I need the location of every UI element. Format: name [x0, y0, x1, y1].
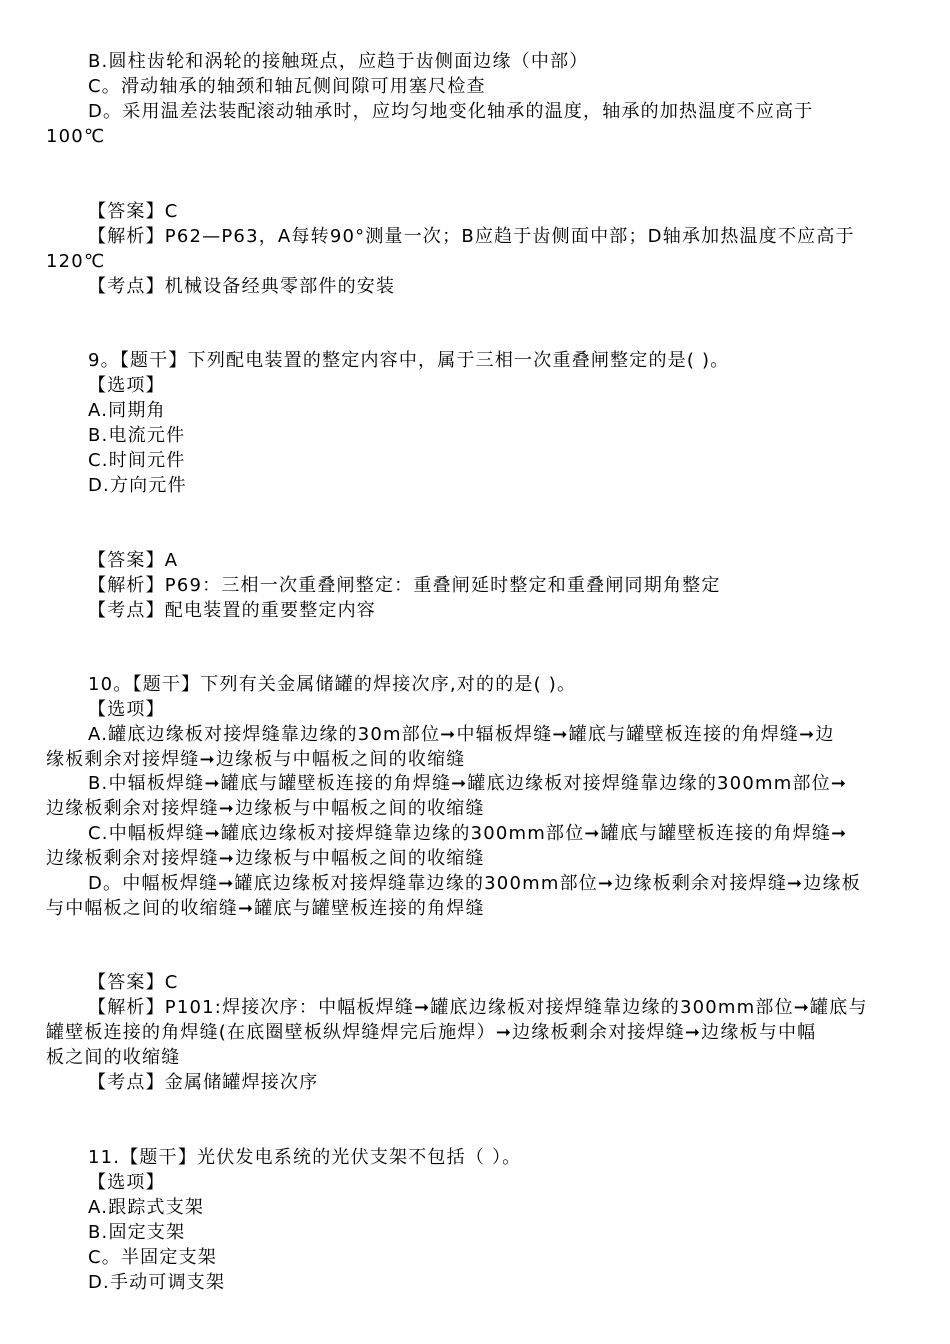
- q10-option-b-line1: B.中辐板焊缝➞罐底与罐壁板连接的角焊缝➞罐底边缘板对接焊缝靠边缘的300mm部位➞: [88, 773, 848, 794]
- q10-options-label: 【选项】: [88, 699, 165, 720]
- q10-analysis-line3: 板之间的收缩缝: [46, 1047, 181, 1068]
- q9-option-a: A.同期角: [88, 400, 166, 421]
- q9-option-b: B.电流元件: [88, 425, 186, 446]
- q11-option-a: A.跟踪式支架: [88, 1197, 205, 1218]
- prev-keypoint: 【考点】机械设备经典零部件的安装: [88, 276, 396, 297]
- q11-stem: 11.【题干】光伏发电系统的光伏支架不包括（ ）。: [88, 1147, 522, 1168]
- q10-option-b-line2: 边缘板剩余对接焊缝➞边缘板与中幅板之间的收缩缝: [46, 798, 485, 819]
- prev-option-d-line1: D。采用温差法装配滚动轴承时，应均匀地变化轴承的温度，轴承的加热温度不应高于: [88, 101, 814, 122]
- q11-option-b: B.固定支架: [88, 1222, 186, 1243]
- q10-option-a-line1: A.罐底边缘板对接焊缝靠边缘的30m部位➞中辐板焊缝➞罐底与罐壁板连接的角焊缝➞边: [88, 724, 835, 745]
- prev-analysis-line2: 120℃: [46, 251, 106, 272]
- q9-options-label: 【选项】: [88, 375, 165, 396]
- q10-option-c-line2: 边缘板剩余对接焊缝➞边缘板与中幅板之间的收缩缝: [46, 848, 485, 869]
- q11-option-d: D.手动可调支架: [88, 1272, 226, 1293]
- q11-options-label: 【选项】: [88, 1172, 165, 1193]
- prev-option-d-line2: 100℃: [46, 126, 106, 147]
- q10-option-d-line1: D。中幅板焊缝➞罐底边缘板对接焊缝靠边缘的300mm部位➞边缘板剩余对接焊缝➞边缘板: [88, 873, 861, 894]
- q9-option-d: D.方向元件: [88, 475, 187, 496]
- q9-option-c: C.时间元件: [88, 450, 186, 471]
- prev-answer: 【答案】C: [88, 201, 179, 222]
- q10-option-d-line2: 与中幅板之间的收缩缝➞罐底与罐壁板连接的角焊缝: [46, 898, 485, 919]
- q10-answer: 【答案】C: [88, 972, 179, 993]
- q9-keypoint: 【考点】配电装置的重要整定内容: [88, 600, 376, 621]
- prev-option-c: C。滑动轴承的轴颈和轴瓦侧间隙可用塞尺检查: [88, 76, 486, 97]
- prev-option-b: B.圆柱齿轮和涡轮的接触斑点，应趋于齿侧面边缘（中部）: [88, 51, 589, 72]
- q11-option-c: C。半固定支架: [88, 1247, 217, 1268]
- q10-analysis-line1: 【解析】P101:焊接次序：中幅板焊缝➞罐底边缘板对接焊缝靠边缘的300mm部位➞罐底与: [88, 997, 868, 1018]
- q10-stem: 10。【题干】下列有关金属储罐的焊接次序,对的的是( )。: [88, 674, 577, 695]
- prev-analysis-line1: 【解析】P62—P63，A每转90°测量一次；B应趋于齿侧面中部；D轴承加热温度不应高于: [88, 226, 855, 247]
- q10-keypoint: 【考点】金属储罐焊接次序: [88, 1072, 319, 1093]
- q9-analysis: 【解析】P69：三相一次重叠闸整定：重叠闸延时整定和重叠闸同期角整定: [88, 575, 721, 596]
- q10-analysis-line2: 罐壁板连接的角焊缝(在底圈壁板纵焊缝焊完后施焊）➞边缘板剩余对接焊缝➞边缘板与中幅: [46, 1022, 817, 1043]
- q10-option-c-line1: C.中幅板焊缝➞罐底边缘板对接焊缝靠边缘的300mm部位➞罐底与罐壁板连接的角焊缝➞: [88, 823, 848, 844]
- q9-answer: 【答案】A: [88, 550, 179, 571]
- q10-option-a-line2: 缘板剩余对接焊缝➞边缘板与中幅板之间的收缩缝: [46, 749, 466, 770]
- q9-stem: 9。【题干】下列配电装置的整定内容中，属于三相一次重叠闸整定的是( )。: [88, 350, 730, 371]
